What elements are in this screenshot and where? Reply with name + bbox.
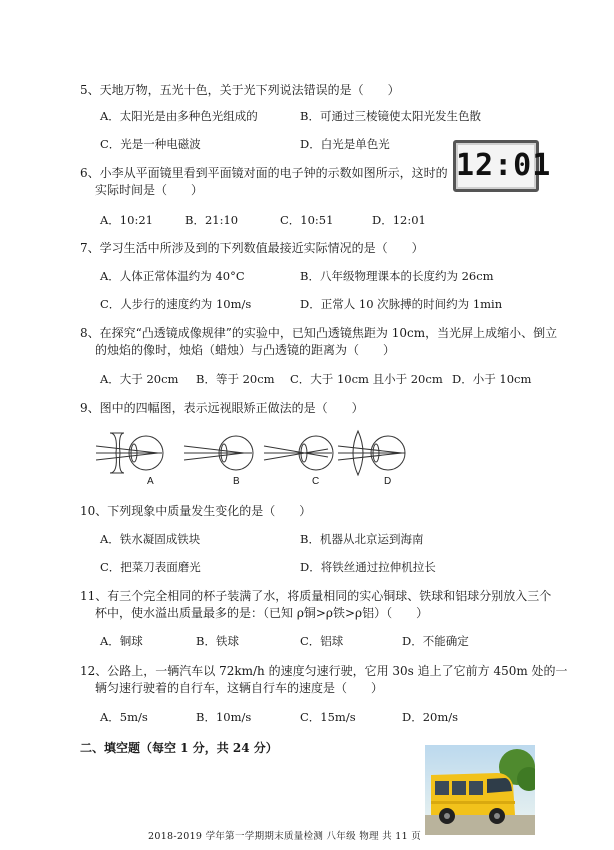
question-12-stem-line1: 12、公路上，一辆汽车以 72km/h 的速度匀速行驶，它用 30s 追上了它前方 450m 处的一 xyxy=(80,664,568,678)
digital-clock-image xyxy=(453,140,552,192)
section-fill-in-blank-title: 二、填空题（每空 1 分，共 24 分） xyxy=(80,741,278,755)
eye-label-d: D xyxy=(384,476,392,487)
question-7-stem: 7、学习生活中所涉及到的下列数值最接近实际情况的是（ ） xyxy=(80,241,424,255)
clock-display: 12:01 xyxy=(456,148,552,183)
question-8-option-b: B．等于 20cm xyxy=(196,372,275,386)
question-11-stem-line1: 11、有三个完全相同的杯子装满了水，将质量相同的实心铜球、铁球和铝球分别放入三个 xyxy=(80,589,552,603)
question-9-stem: 9、图中的四幅图，表示远视眼矫正做法的是（ ） xyxy=(80,401,364,415)
question-6-option-c: C．10:51 xyxy=(280,213,334,227)
question-11-option-a: A．铜球 xyxy=(100,634,143,648)
eye-label-b: B xyxy=(233,476,240,487)
question-8-option-d: D．小于 10cm xyxy=(452,372,532,386)
question-10-option-c: C．把菜刀表面磨光 xyxy=(100,560,201,574)
question-10-option-a: A．铁水凝固成铁块 xyxy=(100,532,201,546)
question-11-option-c: C．铝球 xyxy=(300,634,344,648)
question-8-option-a: A．大于 20cm xyxy=(100,372,179,386)
question-12-option-b: B．10m/s xyxy=(196,710,252,724)
question-7-option-c: C．人步行的速度约为 10m/s xyxy=(100,297,252,311)
question-12-option-a: A．5m/s xyxy=(100,710,148,724)
question-6-stem-line1: 6、小李从平面镜里看到平面镜对面的电子钟的示数如图所示，这时的 xyxy=(80,166,448,180)
question-10-option-b: B．机器从北京运到海南 xyxy=(300,532,424,546)
question-5-option-d: D．白光是单色光 xyxy=(300,137,390,151)
question-8-option-c: C．大于 10cm 且小于 20cm xyxy=(290,372,443,386)
question-5-option-a: A．太阳光是由多种色光组成的 xyxy=(100,109,258,123)
question-8-stem-line2: 的烛焰的像时，烛焰（蜡烛）与凸透镜的距离为（ ） xyxy=(95,343,396,357)
eye-diagram-c xyxy=(264,436,333,470)
question-12-stem-line2: 辆匀速行驶着的自行车，这辆自行车的速度是（ ） xyxy=(95,681,384,695)
question-11-option-b: B．铁球 xyxy=(196,634,239,648)
question-7-option-b: B．八年级物理课本的长度约为 26cm xyxy=(300,269,494,283)
question-6-option-d: D．12:01 xyxy=(372,213,426,227)
question-11-stem-line2: 杯中，使水溢出质量最多的是：（已知 ρ铜>ρ铁>ρ铝）（ ） xyxy=(95,606,429,620)
question-10-option-d: D．将铁丝通过拉伸机拉长 xyxy=(300,560,436,574)
eye-diagram-d xyxy=(338,431,405,475)
eye-diagram-b xyxy=(184,436,253,470)
question-6-option-a: A．10:21 xyxy=(100,213,153,227)
question-6-option-b: B．21:10 xyxy=(185,213,239,227)
question-11-option-d: D．不能确定 xyxy=(402,634,469,648)
question-7-option-a: A．人体正常体温约为 40°C xyxy=(100,269,245,283)
question-12-option-d: D．20m/s xyxy=(402,710,459,724)
question-5-option-b: B．可通过三棱镜使太阳光发生色散 xyxy=(300,109,481,123)
question-5-stem: 5、天地万物，五光十色，关于光下列说法错误的是（ ） xyxy=(80,83,400,97)
eye-diagram-a xyxy=(96,433,163,473)
school-bus-image xyxy=(425,745,535,835)
question-5-option-c: C．光是一种电磁波 xyxy=(100,137,201,151)
eye-label-c: C xyxy=(312,476,320,487)
question-8-stem-line1: 8、在探究“凸透镜成像规律”的实验中，已知凸透镜焦距为 10cm，当光屏上成缩小、倒立 xyxy=(80,326,558,340)
question-10-stem: 10、下列现象中质量发生变化的是（ ） xyxy=(80,504,312,518)
question-6-stem-line2: 实际时间是（ ） xyxy=(95,183,204,197)
question-7-option-d: D．正常人 10 次脉搏的时间约为 1min xyxy=(300,297,503,311)
question-12-option-c: C．15m/s xyxy=(300,710,356,724)
eye-label-a: A xyxy=(147,476,154,487)
page-footer: 2018-2019 学年第一学期期末质量检测 八年级 物理 共 11 页 xyxy=(148,831,422,842)
